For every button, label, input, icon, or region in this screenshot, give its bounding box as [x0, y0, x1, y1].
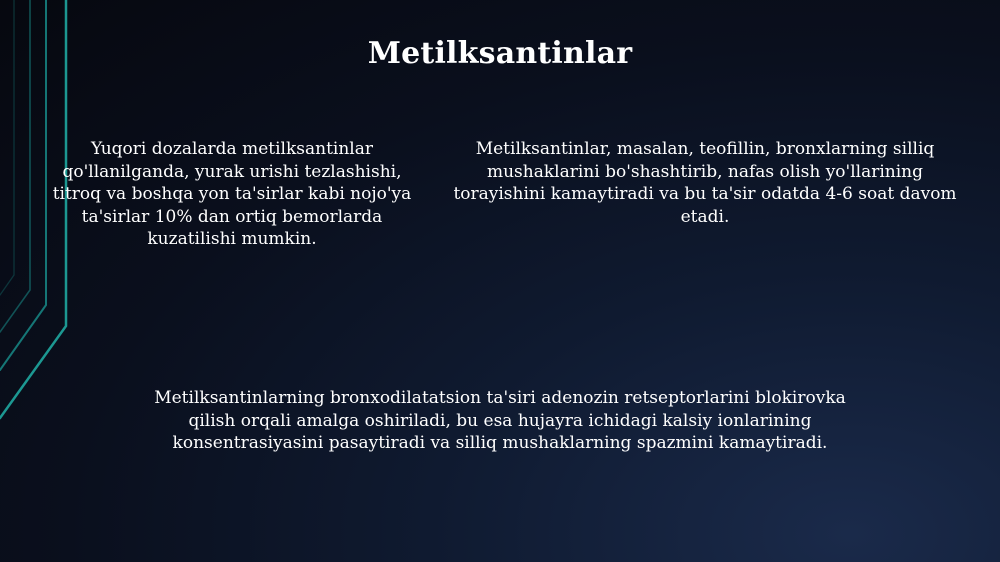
paragraph-bronchodilation: Metilksantinlar, masalan, teofillin, bronxlarning silliq mushaklarini bo'shashtirib, nafas olish yo'llarining torayishini kamaytiradi va bu ta'sir odatda 4-6 soat davom etadi.: [453, 139, 957, 227]
paragraph-side-effects: Yuqori dozalarda metilksantinlar qo'llanilganda, yurak urishi tezlashishi, titroq va boshqa yon ta'sirlar kabi nojo'ya ta'sirlar 10% dan ortiq bemorlarda kuzatilishi mumkin.: [52, 139, 412, 249]
decorative-circuit-lines: [0, 0, 120, 562]
paragraph-mechanism: Metilksantinlarning bronxodilatatsion ta'siri adenozin retseptorlarini blokirovka qilish orqali amalga oshiriladi, bu esa hujayra ichidagi kalsiy ionlarining konsentrasiyasini pasaytiradi va silliq mushaklarning spazmini kamaytiradi.: [154, 388, 846, 453]
slide-title: Metilksantinlar: [367, 36, 633, 71]
